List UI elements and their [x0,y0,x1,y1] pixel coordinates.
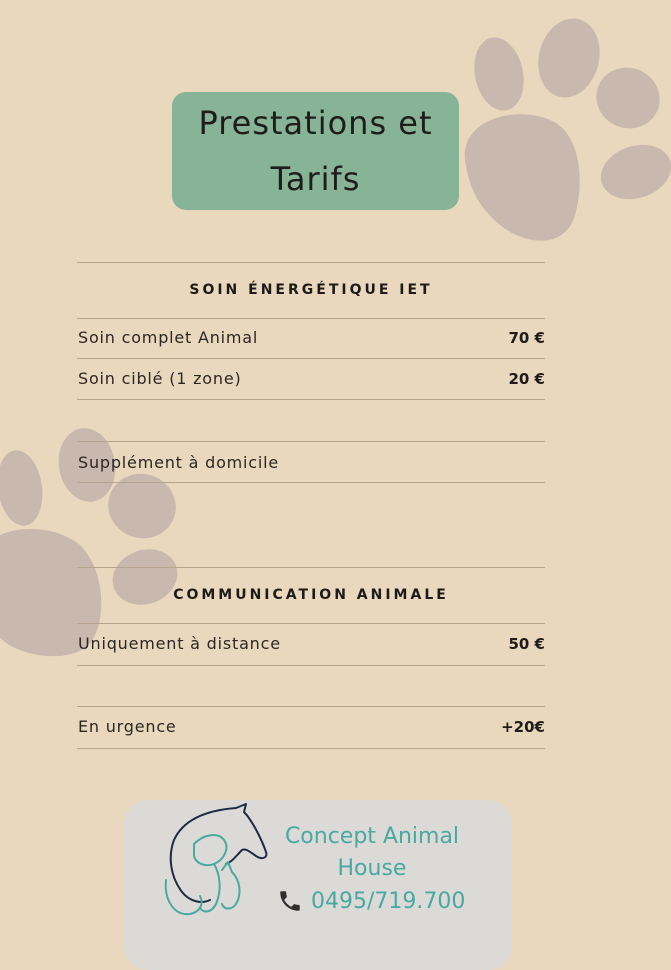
divider [77,441,545,442]
price-row-value: +20€ [501,718,545,736]
divider [77,318,545,319]
phone-icon [277,888,303,914]
title-box [172,92,459,210]
page-title-line-1: Prestations et [198,104,433,142]
price-row-value: 20 € [508,370,545,388]
divider [77,262,545,263]
price-row-label: Supplément à domicile [78,453,280,472]
price-row-label: Uniquement à distance [78,634,281,653]
brand-name-line-2: House [337,856,407,881]
divider [77,358,545,359]
phone-number: 0495/719.700 [311,888,466,914]
section-title-communication: COMMUNICATION ANIMALE [173,587,449,603]
price-row-value: 50 € [508,635,545,653]
price-row-label: Soin complet Animal [78,328,259,347]
brand-name-line-1: Concept Animal [284,824,460,849]
divider [77,706,545,707]
page-title-line-2: Tarifs [270,160,361,198]
divider [77,748,545,749]
section-title-soin: SOIN ÉNERGÉTIQUE IET [189,282,433,298]
divider [77,399,545,400]
divider [77,665,545,666]
divider [77,567,545,568]
divider [77,623,545,624]
price-row-value: 70 € [508,329,545,347]
divider [77,482,545,483]
price-row-label: Soin ciblé (1 zone) [78,369,242,388]
phone-contact [277,888,465,914]
horse-dog-cat-logo-icon [160,800,272,920]
price-row-label: En urgence [78,717,177,736]
paw-print-top-right-icon [455,10,671,245]
